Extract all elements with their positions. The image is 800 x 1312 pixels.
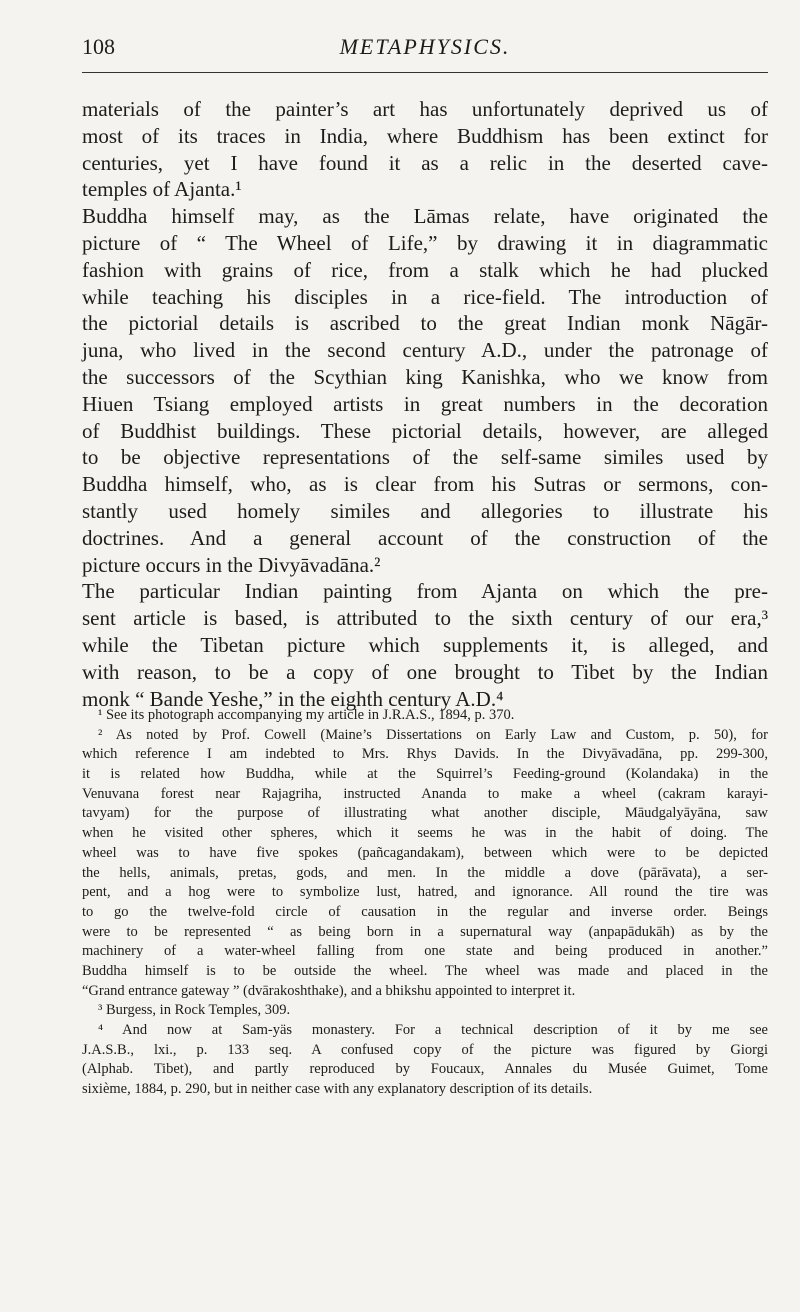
text-line: doctrines. And a general account of the construction of the [82,525,768,550]
footnote-line: Venuvana forest near Rajagriha, instructed Ananda to make a wheel (cakram karayi- [82,785,768,802]
footnote-line: sixième, 1884, p. 290, but in neither case with any explanatory description of its details. [82,1081,593,1098]
footnote-line: when he visited other spheres, which it seems he was in the habit of doing. The [82,825,768,842]
text-line: most of its traces in India, where Buddhism has been extinct for [82,123,768,148]
text-line: with reason, to be a copy of one brought to Tibet by the Indian [82,659,768,684]
footnote-line: ² As noted by Prof. Cowell (Maine’s Dissertations on Early Law and Custom, p. 50), for [98,726,768,743]
text-line: Buddha himself may, as the Lāmas relate, have originated the [82,204,768,229]
footnote-line: “Grand entrance gateway ” (dvārakoshthake), and a bhikshu appointed to interpret it. [82,982,576,999]
text-line: of Buddhist buildings. These pictorial details, however, are alleged [82,418,768,443]
text-line: juna, who lived in the second century A.D., under the patronage of [82,338,768,363]
text-line: materials of the painter’s art has unfortunately deprived us of [82,97,768,121]
main-text [82,96,768,712]
footnote-line: (Alphab. Tibet), and partly reproduced by Foucaux, Annales du Musée Guimet, Tome [82,1061,768,1078]
footnote-line: wheel was to have five spokes (pañcagandakam), between which were to be depicted [82,844,768,861]
header-rule [82,72,768,73]
footnote-line: it is related how Buddha, while at the Squirrel’s Feeding-ground (Kolandaka) in the [82,766,768,783]
text-line: monk “ Bande Yeshe,” in the eighth century A.D.⁴ [82,686,504,711]
text-line: the pictorial details is ascribed to the great Indian monk Nāgār- [82,311,768,336]
footnote-line: which reference I am indebted to Mrs. Rhys Davids. In the Divyāvadāna, pp. 299-300, [82,746,768,763]
footnote-line: ¹ See its photograph accompanying my article in J.R.A.S., 1894, p. 370. [98,707,515,723]
footnote-line: were to be represented “ as being born in a supernatural way (anpapādukāh) as by the [82,923,768,940]
page-number: 108 [82,34,115,59]
text-line: while teaching his disciples in a rice-field. The introduction of [82,284,768,309]
text-line: fashion with grains of rice, from a stalk which he had plucked [82,257,768,282]
running-title: METAPHYSICS. [339,34,511,59]
text-line: while the Tibetan picture which supplements it, is alleged, and [82,632,768,657]
footnote-line: J.A.S.B., lxi., p. 133 seq. A confused copy of the picture was figured by Giorgi [82,1041,768,1058]
footnote-line: to go the twelve-fold circle of causation in the regular and inverse order. Beings [82,903,768,920]
text-line: sent article is based, is attributed to the sixth century of our era,³ [82,606,768,631]
footnote-line: Buddha himself is to be outside the wheel. The wheel was made and placed in the [82,962,768,979]
footnotes [82,706,768,1100]
footnote-line: the hells, animals, pretas, gods, and men. In the middle a dove (pārāvata), a ser- [82,864,768,881]
footnote-line: tavyam) for the purpose of illustrating what another disciple, Māudgalyāyāna, saw [82,805,768,822]
text-line: Hiuen Tsiang employed artists in great numbers in the decoration [82,391,768,416]
text-line: Buddha himself, who, as is clear from his Sutras or sermons, con- [82,472,768,497]
text-line: The particular Indian painting from Ajanta on which the pre- [82,579,768,604]
page-header [82,30,768,66]
footnote-line: ³ Burgess, in Rock Temples, 309. [98,1002,291,1019]
text-line: stantly used homely similes and allegories to illustrate his [82,498,768,523]
text-line: the successors of the Scythian king Kanishka, who we know from [82,364,768,389]
text-line: picture occurs in the Divyāvadāna.² [82,552,381,577]
text-line: temples of Ajanta.¹ [82,177,242,202]
footnote-line: pent, and a hog were to symbolize lust, hatred, and ignorance. All round the tire was [82,884,768,901]
text-line: to be objective representations of the self-same similes used by [82,445,768,470]
text-line: centuries, yet I have found it as a relic in the deserted cave- [82,150,768,175]
footnote-line: machinery of a water-wheel falling from one state and being produced in another.” [82,943,768,960]
footnote-line: ⁴ And now at Sam-yäs monastery. For a technical description of it by me see [98,1022,768,1038]
text-line: picture of “ The Wheel of Life,” by drawing it in diagrammatic [82,230,768,255]
